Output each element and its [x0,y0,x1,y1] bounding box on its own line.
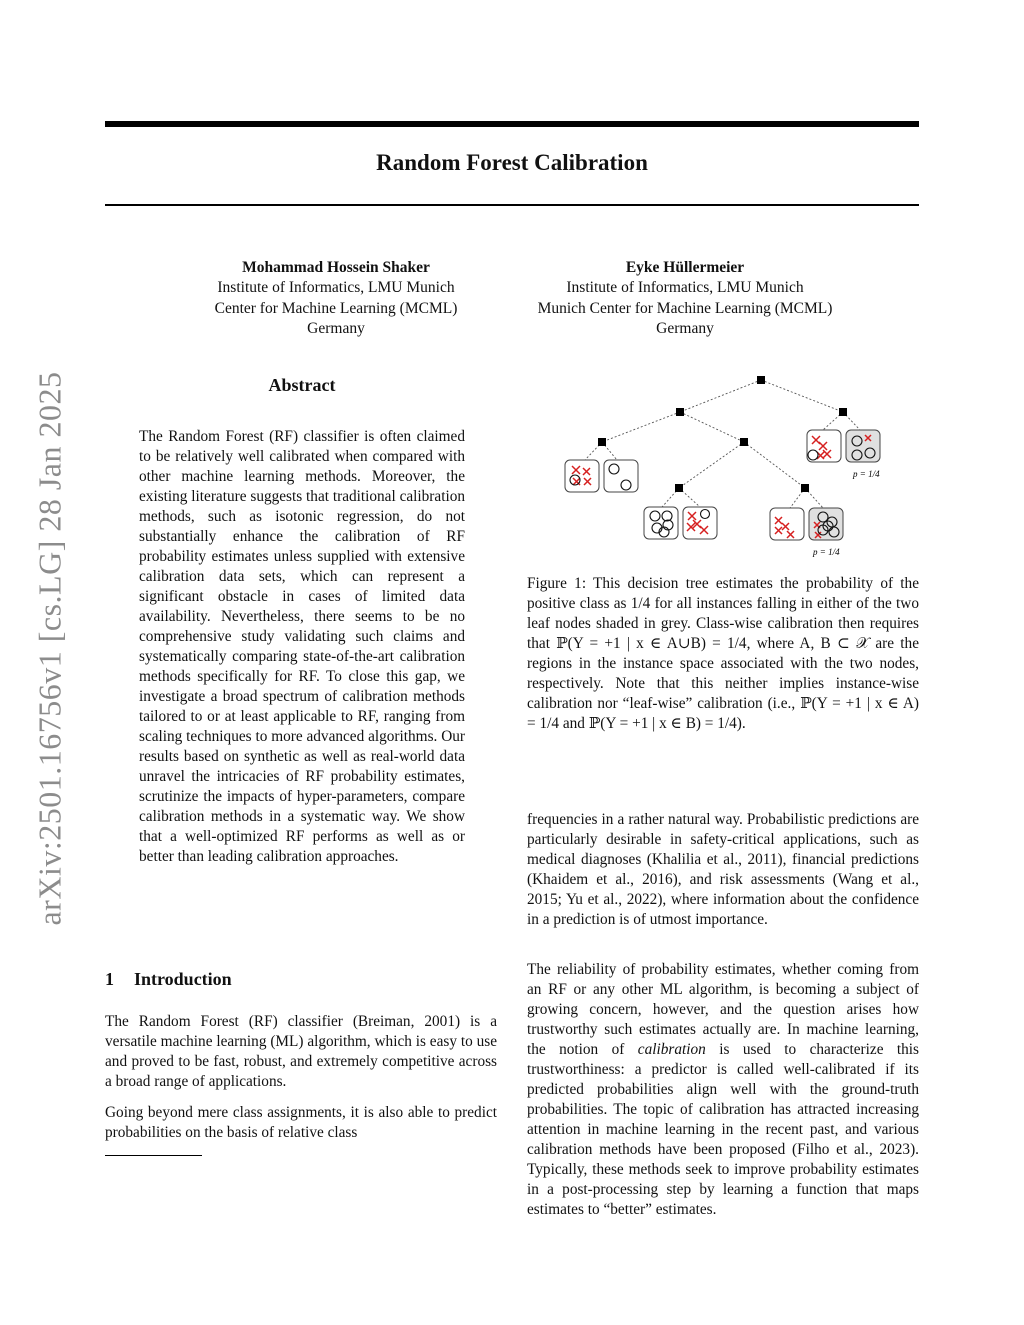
figure-decision-tree [555,370,895,565]
intro-paragraph-4 [527,960,919,1220]
author-name: Mohammad Hossein Shaker [242,259,430,276]
intro-paragraph-1: The Random Forest (RF) classifier (Breiman, 2001) is a versatile machine learning (ML) algorithm, which is easy to use and proved to be fast, robust, and extremely competitive across a broad range of applications. [105,1013,497,1090]
author-country: Germany [307,319,365,337]
author-country: Germany [656,319,714,337]
title-rule-top [105,121,919,127]
leaf-probability-label: p = 1/4 [853,469,880,479]
intro-paragraph-3: frequencies in a rather natural way. Probabilistic predictions are particularly desirable in safety-critical applications, such as medical diagnoses (Khalilia et al., 2011), financial predictions (Khaidem et al., 2016), and risk assessments (Wang et al., 2015; Yu et al., 2022), where information about the confidence in a prediction is of utmost importance. [527,811,919,928]
author-affiliation: Institute of Informatics, LMU Munich [217,279,455,297]
author-block-1 [160,258,512,339]
author-name: Eyke Hüllermeier [625,259,745,276]
title-rule-bottom [105,204,919,206]
text-run: The reliability of probability estimates, whether coming from an RF or any other ML algorithm, is becoming a subject of growing concern, however, and the question arises how trustworthy such estimates actually are. In machine learning, the notion of [527,961,919,1058]
abstract-text: The Random Forest (RF) classifier is often claimed to be relatively well calibrated when compared with other machine learning methods. Moreover, the existing literature suggests that traditional calibration methods, such as isotonic regression, do not substantially enhance the calibration of RF probability estimates unless supplied with extensive calibration data sets, which can represent a significant obstacle in cases of limited data availability. Nevertheless, there seems to be no comprehensive study validating such claims and systematically comparing state-of-the-art calibration methods specifically for RF. To close this gap, we investigate a broad spectrum of calibration methods tailored to or at least applicable to RF, ranging from scaling techniques to more advanced algorithms. Our results based on synthetic as well as real-world data unravel the intricacies of RF probability estimates, scrutinize the impacts of hyper-parameters, compare calibration methods in a systematic way. We show that a well-optimized RF performs as well as or better than leading calibration approaches. [139,428,465,865]
author-affiliation: Institute of Informatics, LMU Munich [566,279,804,297]
author-block-2 [505,258,865,339]
intro-paragraph-2: Going beyond mere class assignments, it is also able to predict probabilities on the basis of relative class [105,1104,497,1141]
text-run: is used to characterize this trustworthiness: a predictor is called well-calibrated if its predicted probabilities align well with the ground-truth probabilities. The topic of calibration has attracted increasing attention in machine learning in the recent past, and various calibration methods have been proposed (Filho et al., 2023). Typically, these methods seek to improve probability estimates in a post-processing step by learning a function that maps estimates to “better” estimates. [527,1041,920,1218]
abstract-heading: Abstract [268,375,336,395]
section-number: 1 [105,969,114,989]
author-affiliation: Center for Machine Learning (MCML) [214,299,458,317]
author-affiliation: Munich Center for Machine Learning (MCML) [537,299,833,317]
footnote-rule [105,1155,202,1156]
paper-title: Random Forest Calibration [376,150,648,175]
leaf-probability-label: p = 1/4 [813,547,840,557]
section-heading [105,969,232,990]
figure-caption: Figure 1: This decision tree estimates the probability of the positive class as 1/4 for all instances falling in either of the two leaf nodes shaded in grey. Class-wise calibration then requires that ℙ(Y = +1 | x ∈ A∪B) = 1/4, where A, B ⊂ 𝒳 are the regions in the instance space associated with the two nodes, respectively. Note that this neither implies instance-wise calibration nor “leaf-wise” calibration (i.e., ℙ(Y = +1 | x ∈ A) = 1/4 and ℙ(Y = +1 | x ∈ B) = 1/4). [527,575,919,732]
emphasis-calibration: calibration [637,1041,706,1058]
section-title: Introduction [134,969,232,989]
arxiv-stamp: arXiv:2501.16756v1 [cs.LG] 28 Jan 2025 [31,371,68,926]
